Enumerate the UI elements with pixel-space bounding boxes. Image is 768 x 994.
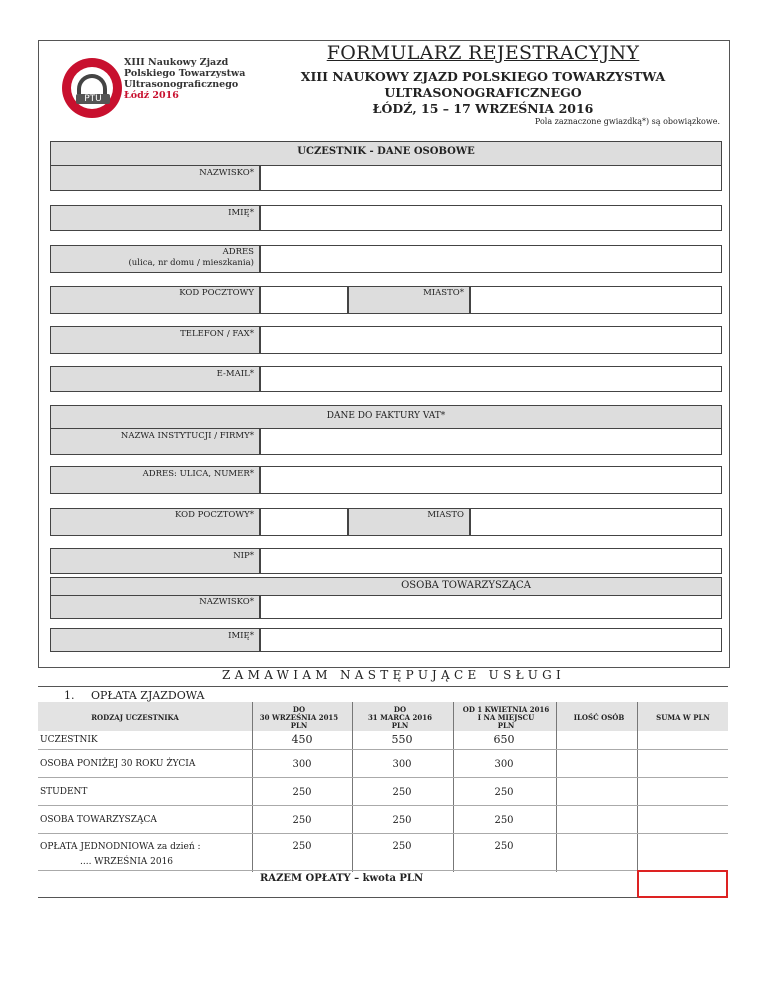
event-title-line1: XIII NAUKOWY ZJAZD POLSKIEGO TOWARZYSTWA — [300, 69, 666, 84]
col-count-header: ILOŚĆ OSÓB — [573, 713, 625, 722]
companion-name-field[interactable] — [260, 628, 722, 652]
row-divider — [38, 749, 728, 750]
address-label: ADRES (ulica, nr domu / mieszkania) — [128, 247, 254, 268]
event-date: ŁÓDŹ, 15 – 17 WRZEŚNIA 2016 — [372, 101, 594, 116]
col-period3-header: OD 1 KWIETNIA 2016 I NA MIEJSCU PLN — [462, 705, 550, 730]
row-price: 250 — [292, 787, 312, 798]
surname-field[interactable] — [260, 165, 722, 191]
col-divider — [453, 702, 454, 872]
row-type: OSOBA TOWARZYSZĄCA — [40, 815, 157, 825]
invoice-title: DANE DO FAKTURY VAT* — [326, 411, 446, 421]
row-price: 250 — [494, 841, 514, 852]
address-field[interactable] — [260, 245, 722, 273]
row-price: 650 — [493, 733, 515, 746]
row-price: 250 — [392, 787, 412, 798]
col-period2-header: DO 31 MARCA 2016 PLN — [367, 705, 433, 730]
row-divider — [38, 805, 728, 806]
row-price: 550 — [391, 733, 413, 746]
row-price: 300 — [494, 759, 514, 770]
row-price: 300 — [392, 759, 412, 770]
row-type: OPŁATA JEDNODNIOWA za dzień : — [40, 842, 201, 852]
row-price: 250 — [494, 787, 514, 798]
nip-label: NIP* — [233, 551, 254, 561]
row-divider — [38, 777, 728, 778]
col-divider — [352, 702, 353, 872]
invoice-postcode-label: KOD POCZTOWY* — [175, 510, 254, 520]
row-type: STUDENT — [40, 787, 88, 797]
institution-label: NAZWA INSTYTUCJI / FIRMY* — [120, 431, 254, 441]
section-title: OPŁATA ZJAZDOWA — [91, 689, 205, 702]
logo-text: XIII Naukowy Zjazd Polskiego Towarzystwa Ultrasonograficznego Łódź 2016 — [124, 57, 246, 101]
email-field[interactable] — [260, 366, 722, 392]
invoice-address-label: ADRES: ULICA, NUMER* — [142, 469, 254, 479]
required-note: Pola zaznaczone gwiazdką*) są obowiązkowe. — [534, 117, 720, 126]
row-type: OSOBA PONIŻEJ 30 ROKU ŻYCIA — [40, 759, 196, 769]
section-number: 1. — [64, 689, 75, 702]
email-label: E-MAIL* — [216, 369, 254, 379]
col-divider — [252, 702, 253, 872]
row-divider — [38, 870, 638, 871]
companion-surname-field[interactable] — [260, 595, 722, 619]
institution-field[interactable] — [260, 428, 722, 455]
invoice-postcode-field[interactable] — [260, 508, 348, 536]
phone-label: TELEFON / FAX* — [180, 329, 254, 339]
city-field[interactable] — [470, 286, 722, 314]
postcode-label: KOD POCZTOWY — [179, 288, 254, 298]
row-price: 250 — [392, 815, 412, 826]
services-title: ZAMAWIAM NASTĘPUJĄCE USŁUGI — [222, 668, 566, 682]
participant-title: UCZESTNIK - DANE OSOBOWE — [297, 146, 475, 157]
day-line: .... WRZEŚNIA 2016 — [80, 857, 174, 867]
col-sum-header: SUMA W PLN — [656, 713, 710, 722]
name-label: IMIĘ* — [228, 208, 254, 218]
nip-field[interactable] — [260, 548, 722, 574]
surname-label: NAZWISKO* — [199, 168, 254, 178]
ptu-logo-icon: PTU — [62, 58, 122, 118]
companion-title: OSOBA TOWARZYSZĄCA — [401, 580, 531, 591]
name-field[interactable] — [260, 205, 722, 231]
invoice-address-field[interactable] — [260, 466, 722, 494]
form-title: FORMULARZ REJESTRACYJNY — [326, 42, 640, 64]
bottom-divider — [38, 897, 638, 898]
row-divider — [38, 833, 728, 834]
event-title-line2: ULTRASONOGRAFICZNEGO — [384, 85, 582, 100]
companion-name-label: IMIĘ* — [228, 631, 254, 641]
phone-field[interactable] — [260, 326, 722, 354]
col-period1-header: DO 30 WRZEŚNIA 2015 PLN — [259, 705, 339, 730]
companion-surname-label: NAZWISKO* — [199, 597, 254, 607]
invoice-city-label: MIASTO — [427, 510, 464, 520]
col-divider — [637, 702, 638, 872]
invoice-city-field[interactable] — [470, 508, 722, 536]
postcode-field[interactable] — [260, 286, 348, 314]
total-label: RAZEM OPŁATY – kwota PLN — [260, 873, 424, 884]
row-price: 450 — [291, 733, 313, 746]
col-type-header: RODZAJ UCZESTNIKA — [91, 713, 179, 722]
total-sum-field[interactable] — [637, 870, 728, 898]
row-price: 250 — [392, 841, 412, 852]
row-type: UCZESTNIK — [40, 735, 98, 745]
row-price: 300 — [292, 759, 312, 770]
row-price: 250 — [494, 815, 514, 826]
col-divider — [556, 702, 557, 872]
row-price: 250 — [292, 815, 312, 826]
city-label: MIASTO* — [423, 288, 464, 298]
services-divider — [38, 686, 728, 687]
row-price: 250 — [292, 841, 312, 852]
